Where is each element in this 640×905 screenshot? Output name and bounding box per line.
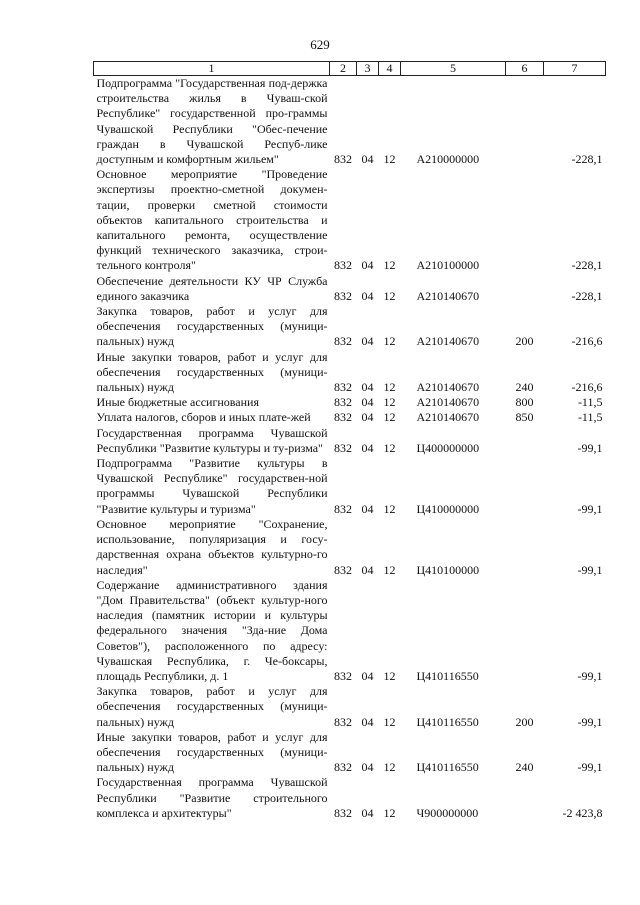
- section-code: 04: [361, 501, 374, 516]
- expense-type-code: [506, 456, 544, 517]
- subsection-code: 12: [383, 668, 396, 683]
- expense-type-code: 800: [515, 395, 534, 410]
- table-body: [94, 76, 606, 821]
- item-name: Обеспечение деятельности КУ ЧР Служба единого заказчика: [96, 273, 328, 303]
- subsection-code: 12: [383, 258, 396, 273]
- subsection-code: 12: [383, 410, 396, 425]
- subsection-code: 12: [383, 152, 396, 167]
- section-code: 04: [361, 714, 374, 729]
- expense-type-code: [506, 167, 544, 273]
- ministry-code: 832: [334, 410, 352, 425]
- section-code: 04: [361, 440, 374, 455]
- ministry-code: 832: [334, 395, 352, 410]
- item-name: Иные закупки товаров, работ и услуг для обеспечения государственных (муници-пальных) нужд: [96, 349, 328, 395]
- ministry-code: 832: [334, 805, 352, 820]
- header-col-4: 4: [379, 62, 401, 76]
- target-article-code: А210140670: [416, 334, 480, 349]
- item-name: Основное мероприятие "Сохранение, использование, популяризация и госу-дарственная охрана объектов культурно-го наследия": [96, 516, 328, 577]
- target-article-code: А210100000: [416, 258, 480, 273]
- table-row: [94, 426, 606, 456]
- amount: -99,1: [577, 760, 603, 775]
- section-code: 04: [361, 805, 374, 820]
- target-article-code: Ч900000000: [416, 805, 479, 820]
- ministry-code: 832: [334, 668, 352, 683]
- target-article-code: А210000000: [416, 152, 480, 167]
- expense-type-code: 240: [515, 760, 534, 775]
- item-name: Основное мероприятие "Проведение экспертизы проектно-сметной докумен-тации, проверки сметной стоимости объектов капитального строительства и капитального ремонта, осуществление функций технического заказчика, строи-тельного контроля": [96, 167, 328, 273]
- ministry-code: 832: [334, 334, 352, 349]
- header-col-1: 1: [94, 62, 330, 76]
- table-row: [94, 76, 606, 168]
- item-name: Иные закупки товаров, работ и услуг для обеспечения государственных (муници-пальных) нужд: [96, 729, 328, 775]
- item-name: Уплата налогов, сборов и иных плате-жей: [96, 410, 311, 425]
- table-row: [94, 395, 606, 410]
- amount: -11,5: [577, 395, 603, 410]
- subsection-code: 12: [383, 760, 396, 775]
- amount: -99,1: [577, 714, 603, 729]
- expense-type-code: [506, 76, 544, 168]
- item-name: Государственная программа Чувашской Республики "Развитие строительного комплекса и архитектуры": [96, 775, 328, 820]
- target-article-code: Ц410116550: [416, 760, 479, 775]
- amount: -99,1: [577, 562, 603, 577]
- item-name: Закупка товаров, работ и услуг для обеспечения государственных (муници-пальных) нужд: [96, 304, 328, 349]
- section-code: 04: [361, 380, 374, 395]
- subsection-code: 12: [383, 334, 396, 349]
- ministry-code: 832: [334, 258, 352, 273]
- item-name: Подпрограмма "Развитие культуры в Чувашской Республике" государствен-ной программы Чувашской Республики "Развитие культуры и туризма": [96, 456, 328, 516]
- expense-type-code: [506, 426, 544, 456]
- expense-type-code: [506, 775, 544, 821]
- table-row: [94, 775, 606, 821]
- target-article-code: А210140670: [416, 380, 480, 395]
- header-col-7: 7: [544, 62, 606, 76]
- target-article-code: Ц410100000: [416, 562, 480, 577]
- header-col-2: 2: [330, 62, 357, 76]
- table-row: [94, 578, 606, 684]
- amount: -11,5: [577, 410, 603, 425]
- subsection-code: 12: [383, 440, 396, 455]
- amount: -228,1: [571, 288, 603, 303]
- expense-type-code: [506, 274, 544, 304]
- section-code: 04: [361, 562, 374, 577]
- header-col-6: 6: [506, 62, 544, 76]
- table-row: [94, 410, 606, 425]
- expense-type-code: [506, 517, 544, 578]
- target-article-code: А210140670: [416, 410, 480, 425]
- ministry-code: 832: [334, 288, 352, 303]
- section-code: 04: [361, 258, 374, 273]
- ministry-code: 832: [334, 152, 352, 167]
- ministry-code: 832: [334, 760, 352, 775]
- section-code: 04: [361, 334, 374, 349]
- section-code: 04: [361, 668, 374, 683]
- section-code: 04: [361, 152, 374, 167]
- expense-type-code: [506, 578, 544, 684]
- table-row: [94, 167, 606, 273]
- subsection-code: 12: [383, 395, 396, 410]
- item-name: Иные бюджетные ассигнования: [96, 395, 259, 410]
- subsection-code: 12: [383, 562, 396, 577]
- amount: -228,1: [571, 258, 603, 273]
- subsection-code: 12: [383, 501, 396, 516]
- table-row: [94, 684, 606, 730]
- amount: -99,1: [577, 440, 603, 455]
- table-row: [94, 730, 606, 776]
- subsection-code: 12: [383, 714, 396, 729]
- item-name: Закупка товаров, работ и услуг для обеспечения государственных (муници-пальных) нужд: [96, 684, 328, 729]
- target-article-code: Ц400000000: [416, 440, 480, 455]
- item-name: Государственная программа Чувашской Республики "Развитие культуры и ту-ризма": [96, 425, 328, 455]
- table-row: [94, 517, 606, 578]
- target-article-code: Ц410000000: [416, 501, 480, 516]
- page-number: 629: [310, 37, 330, 52]
- expense-type-code: 200: [515, 714, 534, 729]
- expense-type-code: 200: [515, 334, 534, 349]
- table-header: [94, 62, 606, 76]
- section-code: 04: [361, 760, 374, 775]
- amount: -2 423,8: [562, 805, 603, 820]
- amount: -216,6: [571, 334, 603, 349]
- ministry-code: 832: [334, 440, 352, 455]
- table-row: [94, 304, 606, 350]
- header-col-5: 5: [401, 62, 506, 76]
- header-row: [94, 62, 606, 76]
- expense-type-code: 240: [515, 380, 534, 395]
- section-code: 04: [361, 288, 374, 303]
- item-name: Содержание административного здания "Дом Правительства" (объект культур-ного наследия (памятник истории и культуры федерального значения "Зда-ние Дома Советов"), расположенного по адресу: Чувашская Республика, г. Че-боксары, площадь Республики, д. 1: [96, 577, 328, 683]
- budget-table: [93, 61, 606, 821]
- target-article-code: Ц410116550: [416, 714, 479, 729]
- amount: -216,6: [571, 380, 603, 395]
- amount: -228,1: [571, 152, 603, 167]
- ministry-code: 832: [334, 562, 352, 577]
- target-article-code: Ц410116550: [416, 668, 479, 683]
- section-code: 04: [361, 395, 374, 410]
- ministry-code: 832: [334, 501, 352, 516]
- header-col-3: 3: [357, 62, 379, 76]
- section-code: 04: [361, 410, 374, 425]
- ministry-code: 832: [334, 380, 352, 395]
- table-row: [94, 456, 606, 517]
- subsection-code: 12: [383, 380, 396, 395]
- target-article-code: А210140670: [416, 288, 480, 303]
- subsection-code: 12: [383, 288, 396, 303]
- ministry-code: 832: [334, 714, 352, 729]
- amount: -99,1: [577, 501, 603, 516]
- amount: -99,1: [577, 668, 603, 683]
- subsection-code: 12: [383, 805, 396, 820]
- table-row: [94, 350, 606, 396]
- target-article-code: А210140670: [416, 395, 480, 410]
- table-row: [94, 274, 606, 304]
- item-name: Подпрограмма "Государственная под-держка строительства жилья в Чуваш-ской Республике" государственной про-граммы Чувашской Республики "Обес-печение граждан в Чувашской Респуб-лике доступным и комфортным жильем": [96, 76, 328, 167]
- expense-type-code: 850: [515, 410, 534, 425]
